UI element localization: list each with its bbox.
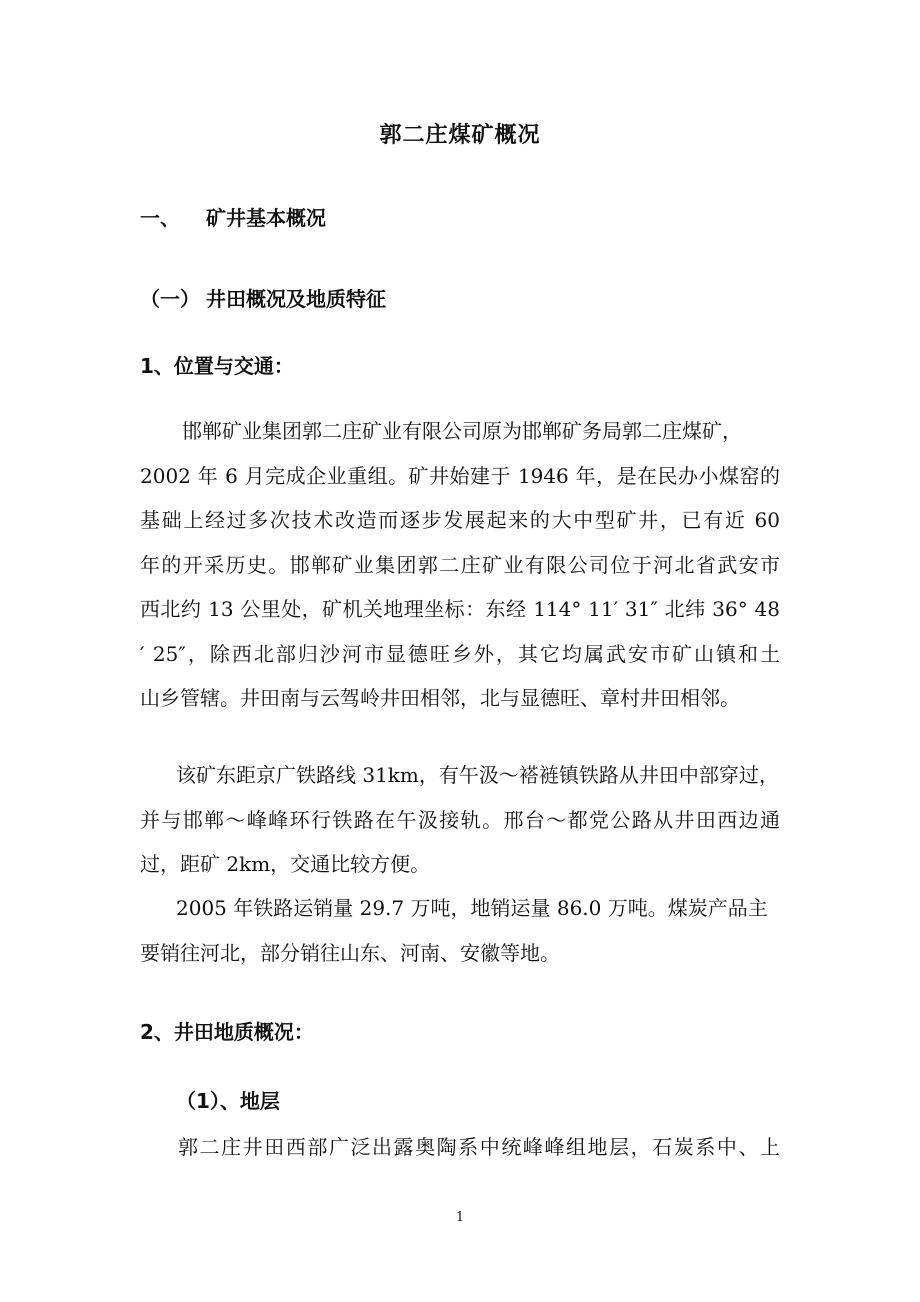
page-number: 1 <box>455 1210 465 1225</box>
paragraph-sales <box>140 886 780 975</box>
paragraph-line: 山乡管辖。井田南与云驾岭井田相邻，北与显德旺、章村井田相邻。 <box>140 686 740 710</box>
paragraph-line: 年的开采历史。邯郸矿业集团郭二庄矿业有限公司位于河北省武安市 <box>140 552 780 577</box>
paragraph-line: 并与邯郸～峰峰环行铁路在午汲接轨。邢台～都党公路从井田西边通 <box>140 807 780 832</box>
paragraph-line: 2002 年 6 月完成企业重组。矿井始建于 1946 年，是在民办小煤窑的 <box>140 463 780 488</box>
paragraph-transport <box>140 753 780 887</box>
subsection-heading-1 <box>140 283 386 312</box>
section-number: 一、 <box>140 206 180 230</box>
section-label: 矿井基本概况 <box>206 206 326 230</box>
document-title: 郭二庄煤矿概况 <box>379 123 541 148</box>
section-heading-1 <box>140 202 326 231</box>
item-heading-geology: 2、井田地质概况： <box>140 1020 314 1044</box>
subsection-number: （一） <box>140 287 200 311</box>
subsection-label: 井田概况及地质特征 <box>206 287 386 311</box>
paragraph-line: ′ 25″，除西北部归沙河市显德旺乡外，其它均属武安市矿山镇和土 <box>140 641 780 666</box>
subitem-heading-strata: （1）、地层 <box>176 1089 280 1113</box>
item-heading-location: 1、位置与交通： <box>140 354 294 378</box>
paragraph-line: 2005 年铁路运销量 29.7 万吨，地销运量 86.0 万吨。煤炭产品主 <box>176 896 768 920</box>
paragraph-line: 邯郸矿业集团郭二庄矿业有限公司原为邯郸矿务局郭二庄煤矿， <box>182 419 742 443</box>
paragraph-strata <box>140 1125 780 1170</box>
paragraph-line: 基础上经过多次技术改造而逐步发展起来的大中型矿井，已有近 60 <box>140 508 780 532</box>
paragraph-line: 郭二庄井田西部广泛出露奥陶系中统峰峰组地层，石炭系中、上 <box>178 1135 780 1159</box>
paragraph-line: 过，距矿 2km，交通比较方便。 <box>140 852 431 876</box>
paragraph-line: 该矿东距京广铁路线 31km，有午汲～褡裢镇铁路从井田中部穿过， <box>176 763 779 787</box>
paragraph-line: 西北约 13 公里处，矿机关地理坐标：东经 114° 11′ 31″ 北纬 36° 48 <box>140 597 780 621</box>
paragraph-location <box>140 409 780 721</box>
paragraph-line: 要销往河北，部分销往山东、河南、安徽等地。 <box>140 940 560 965</box>
